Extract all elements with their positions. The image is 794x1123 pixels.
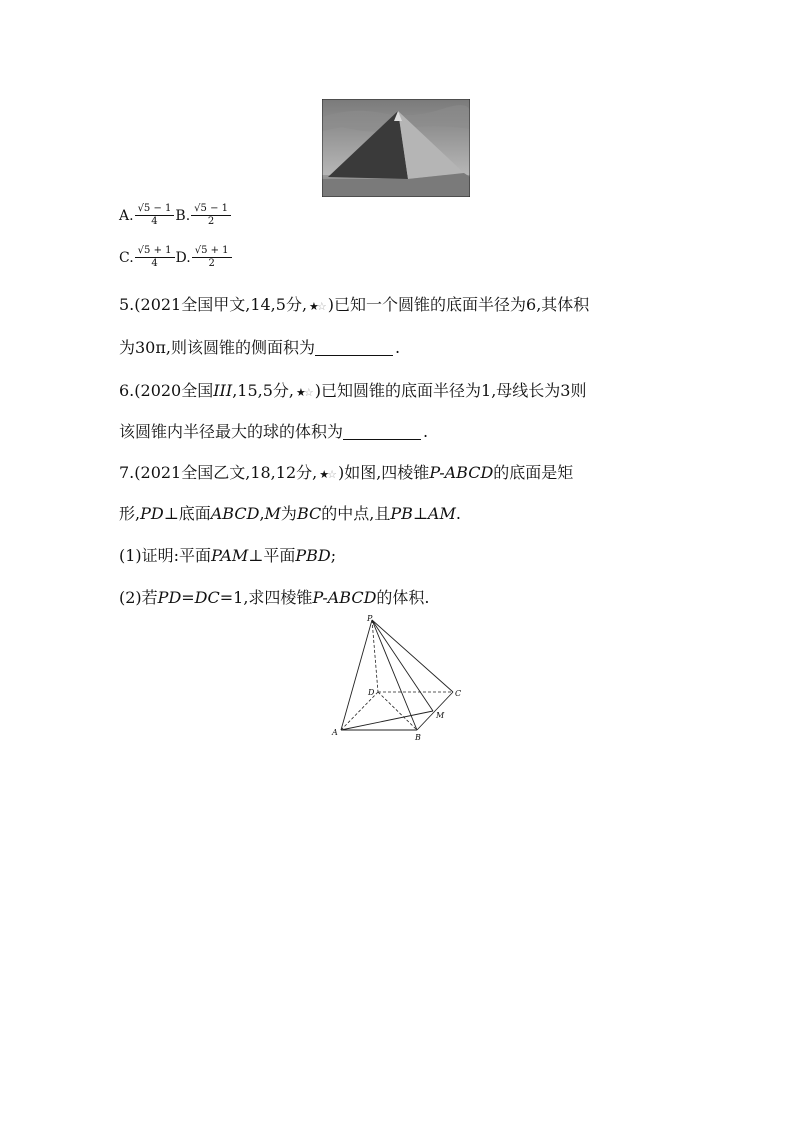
pyramid-diagram [328, 614, 468, 744]
option-a-fraction[interactable] [135, 203, 175, 228]
vertex-label-b: B [415, 733, 421, 742]
q5-answer-blank[interactable] [315, 341, 393, 356]
vertex-label-d: D [368, 688, 375, 697]
vertex-label-m: M [436, 711, 445, 720]
q6-text-2: 该圆锥内半径最大的球的体积为 [119, 422, 344, 441]
option-b-denominator: 2 [207, 216, 215, 227]
option-a-letter: A. [119, 207, 134, 224]
options-row-ab [119, 203, 232, 228]
q7-line-2: 形,PD⊥底面ABCD,M为BC的中点,且PB⊥AM. [119, 504, 461, 523]
option-a-denominator: 4 [151, 216, 158, 227]
option-b-fraction[interactable] [191, 203, 231, 228]
option-d-letter: D. [175, 249, 191, 266]
q6-line-1 [119, 383, 586, 399]
q5-line-1 [119, 297, 589, 313]
q5-source: (2021全国甲文,14,5分, [134, 295, 308, 314]
option-b-numerator: √5 − 1 [191, 203, 231, 216]
options-row-cd [119, 245, 233, 270]
q6-line-2: 该圆锥内半径最大的球的体积为 . [119, 422, 429, 441]
q7-source: (2021全国乙文,18,12分, [134, 463, 318, 482]
q5-text-2: 为30π,则该圆锥的侧面积为 [119, 338, 315, 357]
vertex-label-c: C [455, 689, 462, 698]
option-b-letter: B. [175, 207, 191, 224]
option-c-fraction[interactable] [135, 245, 175, 270]
option-d-fraction[interactable] [192, 245, 232, 270]
q7-part-2: (2)若PD=DC=1,求四棱锥P-ABCD的体积. [119, 588, 430, 607]
q6-number: 6. [119, 381, 135, 400]
option-d-numerator: √5 + 1 [192, 245, 232, 258]
q5-number: 5. [119, 295, 135, 314]
option-c-numerator: √5 + 1 [135, 245, 175, 258]
q6-source-roman: III [213, 381, 233, 400]
q6-source-prefix: (2020全国 [134, 381, 214, 400]
q5-text-1: )已知一个圆锥的底面半径为6,其体积 [327, 295, 590, 314]
option-c-denominator: 4 [151, 258, 158, 269]
pyramid-photo [322, 99, 470, 197]
difficulty-star-icon: ★☆ [319, 468, 335, 481]
q7-number: 7. [119, 463, 135, 482]
q6-source-suffix: ,15,5分, [232, 381, 295, 400]
option-d-denominator: 2 [208, 258, 215, 269]
q6-text-1: )已知圆锥的底面半径为1,母线长为3则 [314, 381, 587, 400]
option-a-numerator: √5 − 1 [135, 203, 175, 216]
difficulty-star-icon: ★☆ [296, 386, 312, 399]
vertex-label-a: A [332, 728, 338, 737]
q7-line-1: 7.(2021全国乙文,18,12分, ★☆ )如图,四棱锥P-ABCD的底面是矩 [119, 463, 574, 482]
q7-part-1: (1)证明:平面PAM⊥平面PBD; [119, 546, 337, 565]
q6-answer-blank[interactable] [343, 425, 421, 440]
difficulty-star-icon: ★☆ [309, 300, 325, 313]
option-c-letter: C. [119, 249, 134, 266]
q5-line-2: 为30π,则该圆锥的侧面积为 . [119, 338, 401, 357]
vertex-label-p: P [367, 614, 373, 623]
